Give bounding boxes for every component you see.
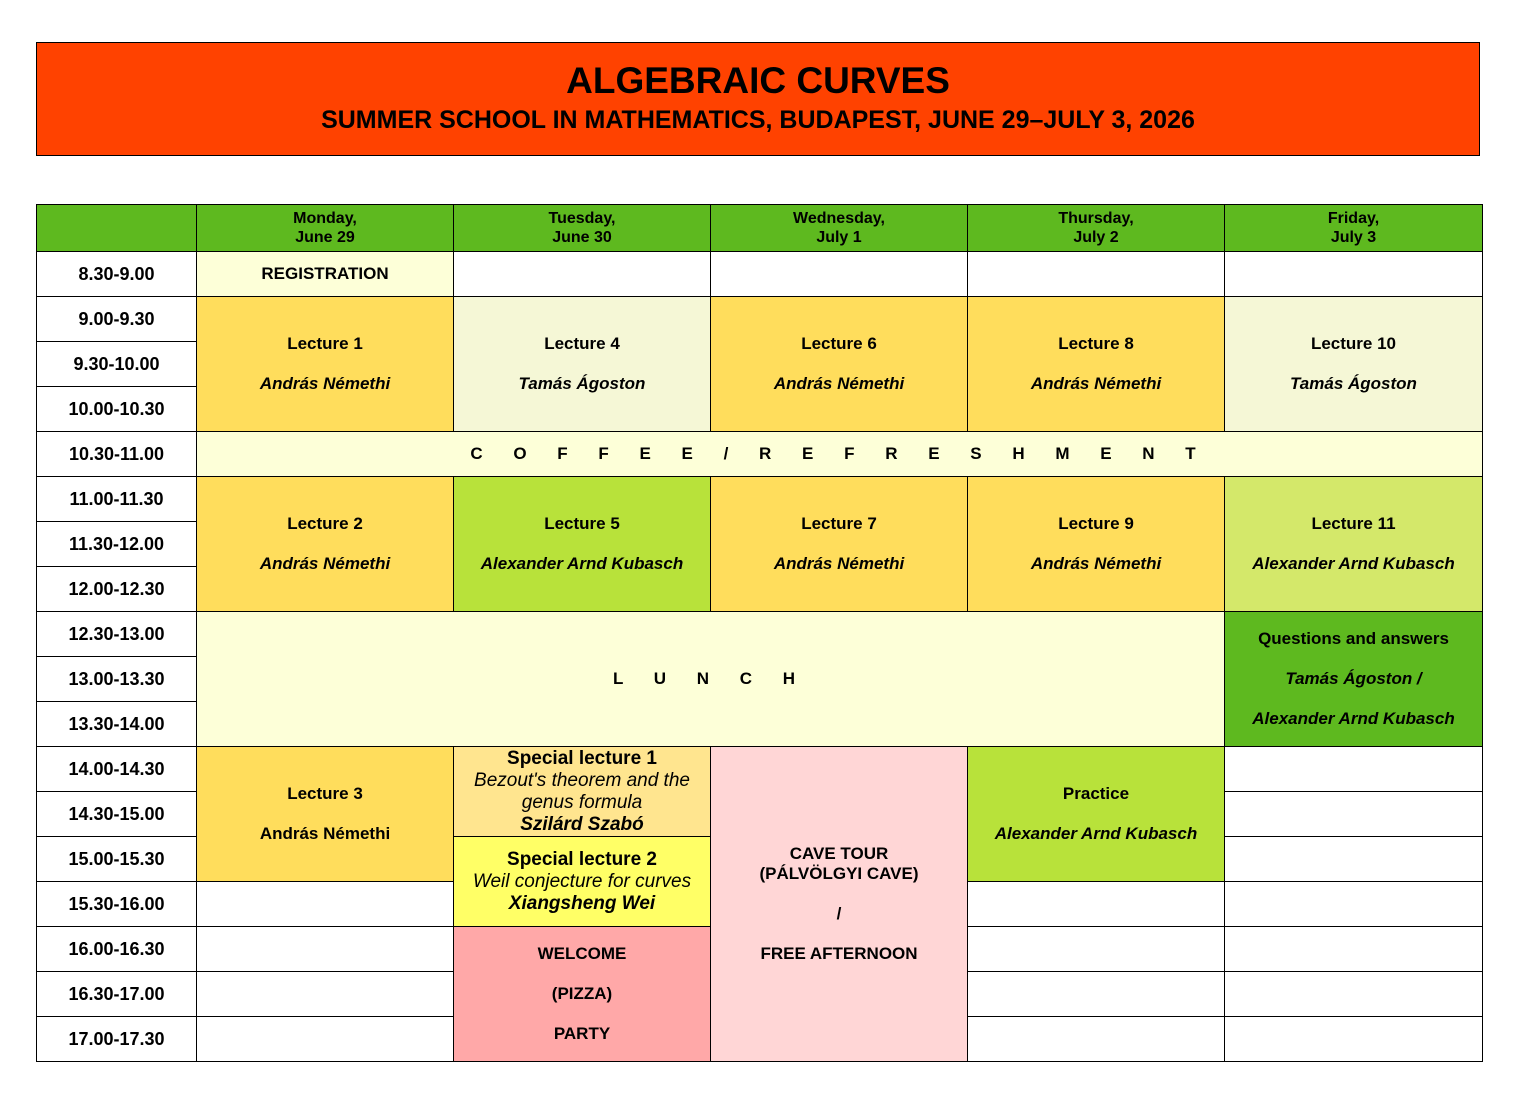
special-lecture-cell: Special lecture 2 Weil conjecture for curves Xiangsheng Wei	[454, 837, 711, 927]
lecture-cell: Lecture 10 Tamás Ágoston	[1225, 297, 1483, 432]
header-row	[37, 205, 1483, 252]
empty-cell	[968, 252, 1225, 297]
table-row	[37, 612, 1483, 657]
time-cell: 8.30-9.00	[37, 252, 197, 297]
table-row	[37, 252, 1483, 297]
lecture-cell: Lecture 8 András Némethi	[968, 297, 1225, 432]
time-cell: 16.00-16.30	[37, 927, 197, 972]
time-cell: 9.00-9.30	[37, 297, 197, 342]
table-row	[37, 432, 1483, 477]
header-day-wednesday: Wednesday, July 1	[711, 205, 968, 252]
header-day-monday: Monday, June 29	[197, 205, 454, 252]
qa-cell: Questions and answers Tamás Ágoston / Alexander Arnd Kubasch	[1225, 612, 1483, 747]
time-cell: 10.00-10.30	[37, 387, 197, 432]
empty-cell	[197, 1017, 454, 1062]
welcome-party-cell: WELCOME (PIZZA) PARTY	[454, 927, 711, 1062]
table-row	[37, 477, 1483, 522]
time-cell: 10.30-11.00	[37, 432, 197, 477]
cave-tour-cell: CAVE TOUR (PÁLVÖLGYI CAVE) / FREE AFTERNOON	[711, 747, 968, 1062]
empty-cell	[968, 927, 1225, 972]
header-day-friday: Friday, July 3	[1225, 205, 1483, 252]
time-cell: 15.30-16.00	[37, 882, 197, 927]
header-corner	[37, 205, 197, 252]
time-cell: 13.30-14.00	[37, 702, 197, 747]
time-cell: 14.00-14.30	[37, 747, 197, 792]
page-subtitle: SUMMER SCHOOL IN MATHEMATICS, BUDAPEST, JUNE 29–JULY 3, 2026	[321, 106, 1195, 134]
time-cell: 15.00-15.30	[37, 837, 197, 882]
registration-cell: REGISTRATION	[197, 252, 454, 297]
time-cell: 11.30-12.00	[37, 522, 197, 567]
lecture-cell: Lecture 6 András Némethi	[711, 297, 968, 432]
time-cell: 11.00-11.30	[37, 477, 197, 522]
time-cell: 12.00-12.30	[37, 567, 197, 612]
empty-cell	[197, 882, 454, 927]
practice-cell: Practice Alexander Arnd Kubasch	[968, 747, 1225, 882]
time-cell: 9.30-10.00	[37, 342, 197, 387]
lecture-cell: Lecture 7 András Némethi	[711, 477, 968, 612]
schedule-table	[36, 204, 1483, 1062]
empty-cell	[1225, 927, 1483, 972]
lecture-cell: Lecture 5 Alexander Arnd Kubasch	[454, 477, 711, 612]
lecture-cell: Lecture 11 Alexander Arnd Kubasch	[1225, 477, 1483, 612]
lecture-cell: Lecture 1 András Némethi	[197, 297, 454, 432]
empty-cell	[968, 882, 1225, 927]
time-cell: 13.00-13.30	[37, 657, 197, 702]
lecture-cell: Lecture 9 András Némethi	[968, 477, 1225, 612]
empty-cell	[968, 972, 1225, 1017]
empty-cell	[711, 252, 968, 297]
coffee-break-cell: C O F F E E / R E F R E S H M E N T	[197, 432, 1483, 477]
empty-cell	[1225, 1017, 1483, 1062]
lecture-cell: Lecture 2 András Némethi	[197, 477, 454, 612]
empty-cell	[1225, 837, 1483, 882]
time-cell: 16.30-17.00	[37, 972, 197, 1017]
lecture-cell: Lecture 4 Tamás Ágoston	[454, 297, 711, 432]
table-row	[37, 747, 1483, 792]
lecture-cell: Lecture 3 András Némethi	[197, 747, 454, 882]
empty-cell	[197, 927, 454, 972]
empty-cell	[454, 252, 711, 297]
empty-cell	[1225, 252, 1483, 297]
empty-cell	[1225, 747, 1483, 792]
header-day-tuesday: Tuesday, June 30	[454, 205, 711, 252]
page-title: ALGEBRAIC CURVES	[566, 60, 950, 101]
special-lecture-cell: Special lecture 1 Bezout's theorem and the genus formula Szilárd Szabó	[454, 747, 711, 837]
time-cell: 12.30-13.00	[37, 612, 197, 657]
empty-cell	[1225, 792, 1483, 837]
time-cell: 14.30-15.00	[37, 792, 197, 837]
table-row	[37, 297, 1483, 342]
title-banner	[36, 42, 1480, 156]
empty-cell	[197, 972, 454, 1017]
lunch-cell: L U N C H	[197, 612, 1225, 747]
time-cell: 17.00-17.30	[37, 1017, 197, 1062]
empty-cell	[968, 1017, 1225, 1062]
empty-cell	[1225, 882, 1483, 927]
header-day-thursday: Thursday, July 2	[968, 205, 1225, 252]
empty-cell	[1225, 972, 1483, 1017]
